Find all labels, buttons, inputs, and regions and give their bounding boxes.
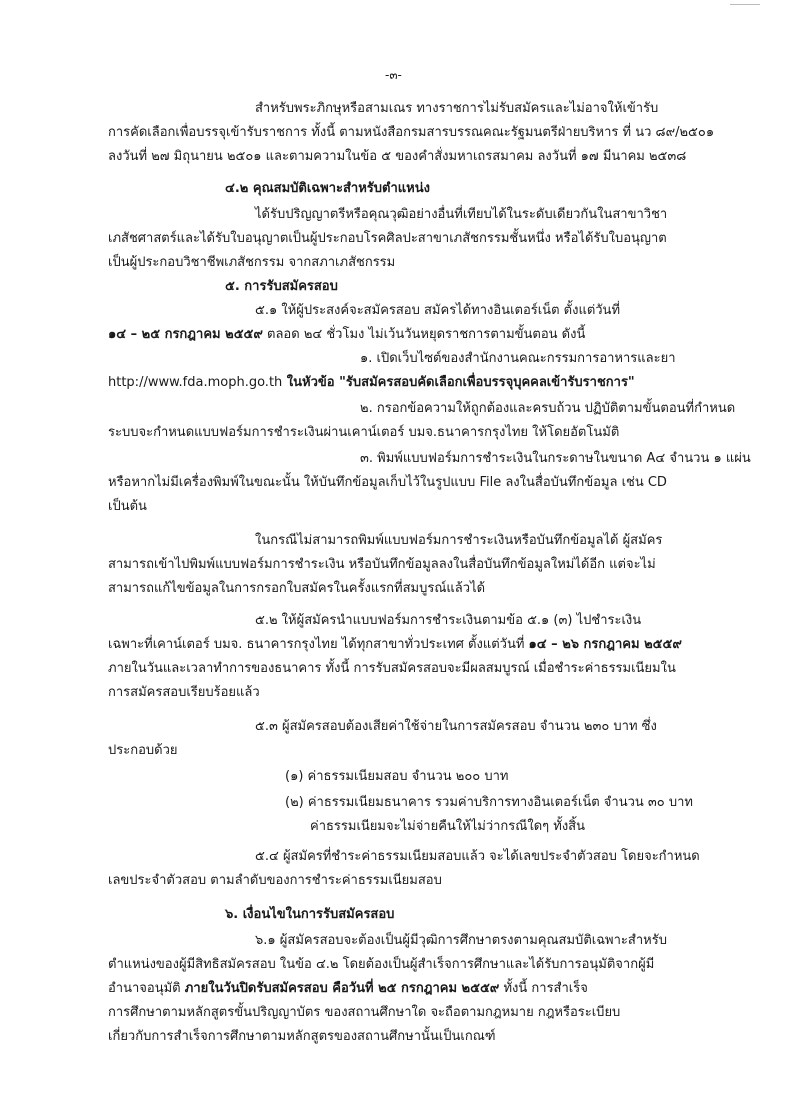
s61-line-2: ตำแหน่งของผู้มีสิทธิสมัครสอบ ในข้อ ๔.๒ โดยต้องเป็นผู้สำเร็จการศึกษาและได้รับการอนุมัติจากผู้มี bbox=[108, 957, 655, 972]
fee-note: ค่าธรรมเนียมจะไม่จ่ายคืนให้ไม่ว่ากรณีใดๆ ทั้งสิ้น bbox=[310, 819, 585, 834]
s53-line-1: ๕.๓ ผู้สมัครสอบต้องเสียค่าใช้จ่ายในการสมัครสอบ จำนวน ๒๓๐ บาท ซึ่ง bbox=[255, 719, 657, 734]
s42-line-3: เป็นผู้ประกอบวิชาชีพเภสัชกรรม จากสภาเภสัชกรรม bbox=[108, 255, 396, 270]
s52-date-range: ๑๔ – ๒๖ กรกฎาคม ๒๕๕๙ bbox=[528, 637, 682, 652]
fda-url: http://www.fda.moph.go.th bbox=[108, 375, 283, 390]
s61-line-3 bbox=[108, 980, 588, 998]
s61-line-3-c: ทั้งนี้ การสำเร็จ bbox=[499, 981, 588, 996]
step-2-line-1: ๒. กรอกข้อความให้ถูกต้องและครบถ้วน ปฏิบัติตามขั้นตอนที่กำหนด bbox=[360, 401, 736, 416]
step-1-line-1: ๑. เปิดเว็บไซต์ของสำนักงานคณะกรรมการอาหารและยา bbox=[360, 351, 676, 366]
s42-line-2: เภสัชศาสตร์และได้รับใบอนุญาตเป็นผู้ประกอบโรคศิลปะสาขาเภสัชกรรมชั้นหนึ่ง หรือได้รับใบอนุญาต bbox=[108, 231, 667, 246]
s54-line-2: เลขประจำตัวสอบ ตามลำดับของการชำระค่าธรรมเนียมสอบ bbox=[108, 873, 442, 888]
s61-line-4: การศึกษาตามหลักสูตรขั้นปริญญาบัตร ของสถานศึกษาใด จะถือตามกฎหมาย กฎหรือระเบียบ bbox=[108, 1005, 621, 1020]
s51-date-range: ๑๔ – ๒๕ กรกฎาคม ๒๕๕๙ bbox=[108, 327, 263, 342]
section-5-heading: ๕. การรับสมัครสอบ bbox=[225, 279, 338, 294]
s61-line-5: เกี่ยวกับการสำเร็จการศึกษาตามหลักสูตรของสถานศึกษานั้นเป็นเกณฑ์ bbox=[108, 1029, 496, 1044]
s52-line-1: ๕.๒ ให้ผู้สมัครนำแบบฟอร์มการชำระเงินตามข้อ ๕.๑ (๓) ไปชำระเงิน bbox=[255, 613, 642, 628]
note-line-2: สามารถเข้าไปพิมพ์แบบฟอร์มการชำระเงิน หรือบันทึกข้อมูลลงในสื่อบันทึกข้อมูลใหม่ได้อีก แต่จะไม่ bbox=[108, 557, 656, 572]
step-1-topic: ในหัวข้อ "รับสมัครสอบคัดเลือกเพื่อบรรจุบุคคลเข้ารับราชการ" bbox=[282, 375, 635, 390]
s52-line-2 bbox=[108, 636, 682, 654]
s53-line-2: ประกอบด้วย bbox=[108, 743, 178, 758]
note-line-1: ในกรณีไม่สามารถพิมพ์แบบฟอร์มการชำระเงินหรือบันทึกข้อมูลได้ ผู้สมัคร bbox=[255, 533, 663, 548]
s54-line-1: ๕.๔ ผู้สมัครที่ชำระค่าธรรมเนียมสอบแล้ว จะได้เลขประจำตัวสอบ โดยจะกำหนด bbox=[255, 849, 700, 864]
step-3-line-2: หรือหากไม่มีเครื่องพิมพ์ในขณะนั้น ให้บันทึกข้อมูลเก็บไว้ในรูปแบบ File ลงในสื่อบันทึกข้อมูล เช่น CD bbox=[108, 475, 667, 490]
intro-line-1: สำหรับพระภิกษุหรือสามเณร ทางราชการไม่รับสมัครและไม่อาจให้เข้ารับ bbox=[255, 101, 659, 116]
s42-line-1: ได้รับปริญญาตรีหรือคุณวุฒิอย่างอื่นที่เทียบได้ในระดับเดียวกันในสาขาวิชา bbox=[255, 207, 668, 222]
step-3-line-3: เป็นต้น bbox=[108, 499, 147, 514]
section-4-2-heading: ๔.๒ คุณสมบัติเฉพาะสำหรับตำแหน่ง bbox=[225, 181, 430, 196]
step-2-line-2: ระบบจะกำหนดแบบฟอร์มการชำระเงินผ่านเคาน์เตอร์ บมจ.ธนาคารกรุงไทย ให้โดยอัตโนมัติ bbox=[108, 425, 620, 440]
page-number: -๓- bbox=[385, 68, 402, 82]
step-3-line-1: ๓. พิมพ์แบบฟอร์มการชำระเงินในกระดาษในขนาด A๔ จำนวน ๑ แผ่น bbox=[360, 451, 751, 466]
fee-item-2: (๒) ค่าธรรมเนียมธนาคาร รวมค่าบริการทางอินเตอร์เน็ต จำนวน ๓๐ บาท bbox=[285, 795, 693, 810]
fee-item-1: (๑) ค่าธรรมเนียมสอบ จำนวน ๒๐๐ บาท bbox=[285, 769, 509, 784]
s51-line-1: ๕.๑ ให้ผู้ประสงค์จะสมัครสอบ สมัครได้ทางอินเตอร์เน็ต ตั้งแต่วันที่ bbox=[255, 303, 621, 318]
step-1-line-2 bbox=[108, 374, 635, 392]
s51-line-2 bbox=[108, 326, 585, 344]
intro-line-2: การคัดเลือกเพื่อบรรจุเข้ารับราชการ ทั้งนี้ ตามหนังสือกรมสารบรรณคณะรัฐมนตรีฝ่ายบริหาร ที่ นว ๘๙/๒๕๐๑ bbox=[108, 125, 715, 140]
s61-line-1: ๖.๑ ผู้สมัครสอบจะต้องเป็นผู้มีวุฒิการศึกษาตรงตามคุณสมบัติเฉพาะสำหรับ bbox=[255, 933, 667, 948]
section-6-heading: ๖. เงื่อนไขในการรับสมัครสอบ bbox=[225, 907, 395, 922]
scan-mark bbox=[730, 4, 760, 5]
s52-line-2-text: เฉพาะที่เคาน์เตอร์ บมจ. ธนาคารกรุงไทย ได้ทุกสาขาทั่วประเทศ ตั้งแต่วันที่ bbox=[108, 637, 529, 652]
intro-line-3: ลงวันที่ ๒๗ มิถุนายน ๒๕๐๑ และตามความในข้อ ๕ ของคำสั่งมหาเถรสมาคม ลงวันที่ ๑๗ มีนาคม ๒๕๓๘ bbox=[108, 149, 687, 164]
s61-deadline: ภายในวันปิดรับสมัครสอบ คือวันที่ ๒๕ กรกฎาคม ๒๕๕๙ bbox=[184, 981, 500, 996]
note-line-3: สามารถแก้ไขข้อมูลในการกรอกใบสมัครในครั้งแรกที่สมบูรณ์แล้วได้ bbox=[108, 581, 486, 596]
s61-line-3-a: อำนาจอนุมัติ bbox=[108, 981, 185, 996]
s52-line-4: การสมัครสอบเรียบร้อยแล้ว bbox=[108, 685, 260, 700]
s52-line-3: ภายในวันและเวลาทำการของธนาคาร ทั้งนี้ การรับสมัครสอบจะมีผลสมบูรณ์ เมื่อชำระค่าธรรมเนียมใน bbox=[108, 661, 676, 676]
s51-line-2-rest: ตลอด ๒๔ ชั่วโมง ไม่เว้นวันหยุดราชการตามขั้นตอน ดังนี้ bbox=[262, 327, 586, 342]
